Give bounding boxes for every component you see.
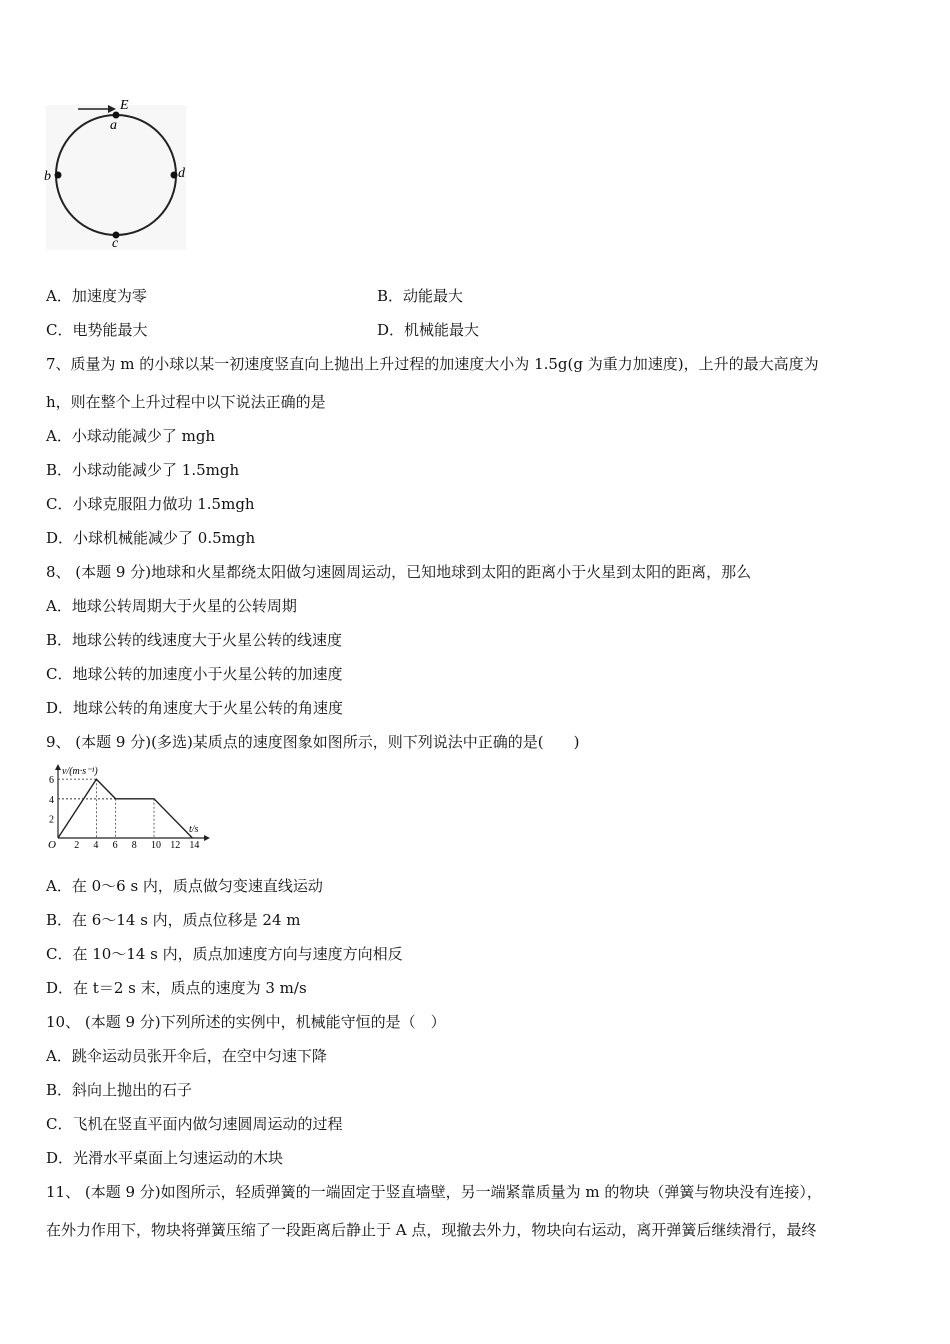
y-tick-label: 6 [49, 775, 54, 787]
label-b: b [44, 169, 51, 184]
label-a: a [110, 118, 117, 133]
q7-option-b: B．小球动能减少了 1.5mgh [46, 461, 240, 479]
point-d [171, 172, 178, 179]
q8-option-a: A．地球公转周期大于火星的公转周期 [46, 597, 297, 615]
q7-option-d: D．小球机械能减少了 0.5mgh [46, 529, 256, 547]
x-axis-label: t/s [189, 824, 199, 835]
q7-stem-line1: 7、质量为 m 的小球以某一初速度竖直向上抛出上升过程的加速度大小为 1.5g(g 为重力加速度)，上升的最大高度为 [46, 355, 819, 373]
q6-option-a: A．加速度为零 [46, 287, 147, 305]
y-axis-arrow [55, 764, 61, 770]
q11-stem-line1: 11、 (本题 9 分)如图所示，轻质弹簧的一端固定于竖直墙壁，另一端紧靠质量为 m 的物块（弹簧与物块没有连接）， [46, 1183, 822, 1201]
q6-option-d: D．机械能最大 [377, 321, 480, 339]
q6-option-b: B．动能最大 [377, 287, 464, 305]
q8-option-d: D．地球公转的角速度大于火星公转的角速度 [46, 699, 344, 717]
y-tick-label: 4 [49, 794, 54, 806]
x-tick-label: 2 [74, 840, 80, 851]
q10-option-d: D．光滑水平桌面上匀速运动的木块 [46, 1149, 284, 1167]
q11-stem-line2: 在外力作用下，物块将弹簧压缩了一段距离后静止于 A 点，现撤去外力，物块向右运动，离开弹簧后继续滑行，最终 [46, 1221, 817, 1239]
velocity-series-line [58, 779, 192, 838]
q7-stem-line2: h，则在整个上升过程中以下说法正确的是 [46, 393, 326, 411]
label-d: d [178, 166, 185, 181]
x-tick-label: 14 [189, 840, 200, 851]
q8-option-c: C．地球公转的加速度小于火星公转的加速度 [46, 665, 343, 683]
point-b [55, 172, 62, 179]
q7-option-c: C．小球克服阻力做功 1.5mgh [46, 495, 255, 513]
x-tick-label: 6 [112, 840, 118, 851]
q8-option-b: B．地球公转的线速度大于火星公转的线速度 [46, 631, 343, 649]
q10-option-b: B．斜向上抛出的石子 [46, 1081, 193, 1099]
x-tick-label: 10 [151, 840, 161, 851]
label-E: E [120, 98, 129, 113]
x-axis-arrow [204, 835, 210, 841]
q9-stem: 9、 (本题 9 分)(多选)某质点的速度图象如图所示，则下列说法中正确的是( ) [46, 733, 580, 751]
q6-option-c: C．电势能最大 [46, 321, 148, 339]
q9-option-d: D．在 t＝2 s 末，质点的速度为 3 m/s [46, 979, 307, 997]
q10-option-c: C．飞机在竖直平面内做匀速圆周运动的过程 [46, 1115, 343, 1133]
origin-label: O [48, 839, 56, 851]
y-tick-label: 2 [49, 814, 54, 826]
q9-option-b: B．在 6～14 s 内，质点位移是 24 m [46, 911, 301, 929]
x-tick-label: 8 [131, 840, 137, 851]
label-c: c [112, 236, 119, 251]
q9-option-c: C．在 10～14 s 内，质点加速度方向与速度方向相反 [46, 945, 403, 963]
q8-stem: 8、 (本题 9 分)地球和火星都绕太阳做匀速圆周运动，已知地球到太阳的距离小于火星到太阳的距离，那么 [46, 563, 752, 581]
velocity-time-graph [44, 762, 214, 856]
q10-stem: 10、 (本题 9 分)下列所述的实例中，机械能守恒的是（ ） [46, 1013, 446, 1031]
y-axis-label: v/(m·s⁻¹) [62, 766, 98, 777]
q7-option-a: A．小球动能减少了 mgh [46, 427, 216, 445]
x-tick-label: 12 [170, 840, 181, 851]
q10-option-a: A．跳伞运动员张开伞后，在空中匀速下降 [46, 1047, 327, 1065]
q9-option-a: A．在 0～6 s 内，质点做匀变速直线运动 [46, 877, 323, 895]
x-tick-label: 4 [93, 840, 99, 851]
circle-figure [40, 95, 190, 255]
